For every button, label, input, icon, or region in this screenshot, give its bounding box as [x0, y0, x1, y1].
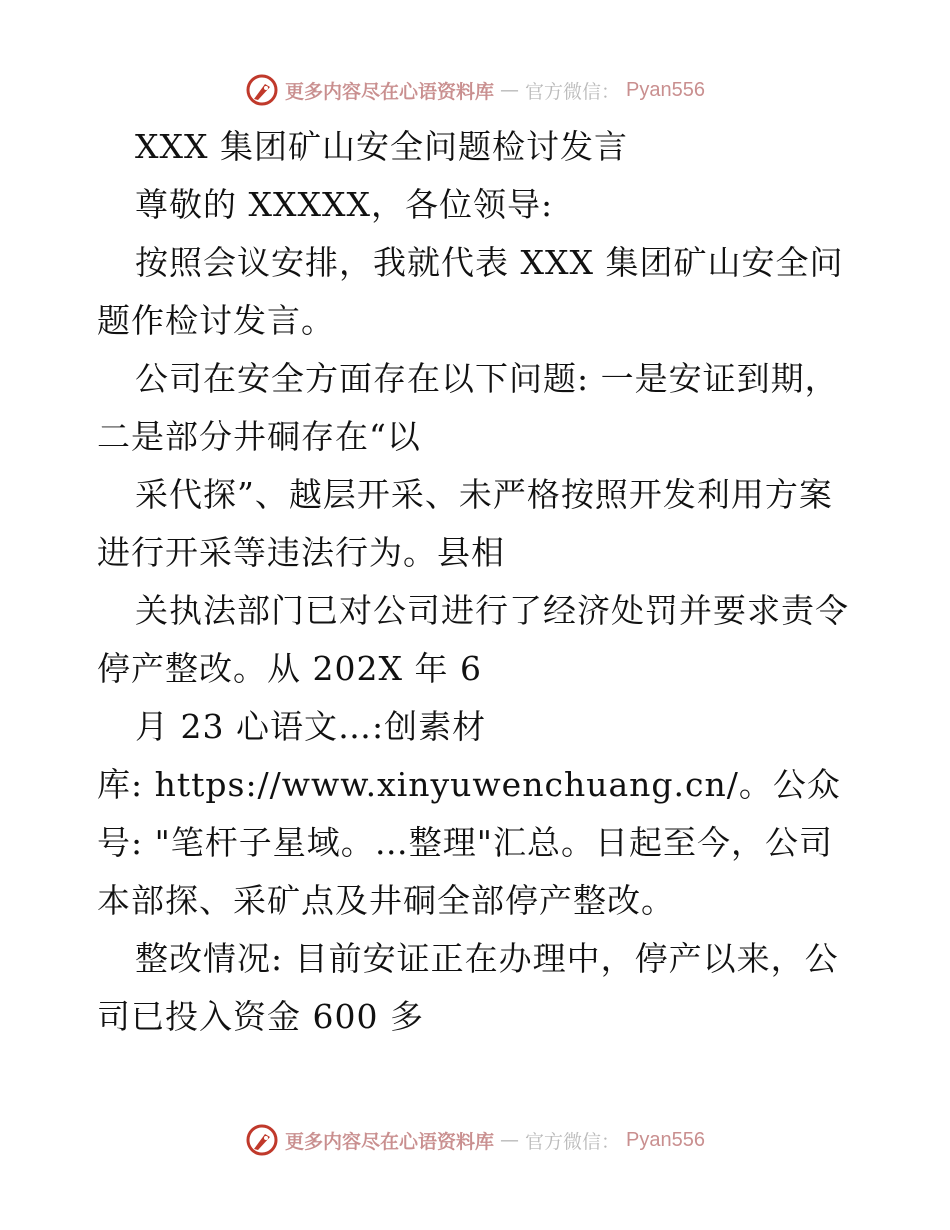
header-banner — [0, 70, 950, 110]
text-line: 整改情况: 目前安证正在办理中，停产以来，公 — [135, 939, 839, 978]
banner-title: 更多内容尽在心语资料库 — [285, 1130, 495, 1153]
banner-separator: — — [500, 1129, 520, 1151]
text-line: 本部探、采矿点及井硐全部停产整改。 — [97, 881, 675, 920]
text-line: 公司在安全方面存在以下问题: 一是安证到期， — [135, 359, 839, 398]
pen-nib-logo-icon — [245, 73, 279, 107]
pen-nib-logo-icon — [245, 1123, 279, 1157]
banner-title: 更多内容尽在心语资料库 — [285, 80, 495, 103]
text-line: 进行开采等违法行为。县相 — [97, 533, 505, 572]
document-body — [97, 118, 857, 1046]
text-line: 按照会议安排，我就代表 XXX 集团矿山安全问 — [135, 243, 844, 282]
text-line: 号: "笔杆子星域。…整理"汇总。日起至今，公司 — [97, 823, 833, 862]
text-line: 库: https://www.xinyuwenchuang.cn/。公众 — [97, 765, 841, 804]
text-line: 二是部分井硐存在“以 — [97, 417, 421, 456]
text-line: 关执法部门已对公司进行了经济处罚并要求责令 — [135, 591, 849, 630]
document-title: XXX 集团矿山安全问题检讨发言 — [135, 127, 628, 166]
text-line: 采代探”、越层开采、未严格按照开发利用方案 — [135, 475, 833, 514]
banner-wechat-label: 官方微信： — [525, 80, 621, 103]
banner-separator: — — [500, 79, 520, 101]
text-line: 月 23 心语文…:创素材 — [135, 707, 487, 746]
text-line: 停产整改。从 202X 年 6 — [97, 649, 482, 688]
banner-wechat-id: Pyan556 — [626, 78, 705, 101]
banner-wechat-label: 官方微信： — [525, 1130, 621, 1153]
salutation-line: 尊敬的 XXXXX，各位领导: — [135, 185, 554, 224]
banner-wechat-id: Pyan556 — [626, 1128, 705, 1151]
footer-banner — [0, 1120, 950, 1160]
text-line: 题作检讨发言。 — [97, 301, 335, 340]
text-line: 司已投入资金 600 多 — [97, 997, 424, 1036]
